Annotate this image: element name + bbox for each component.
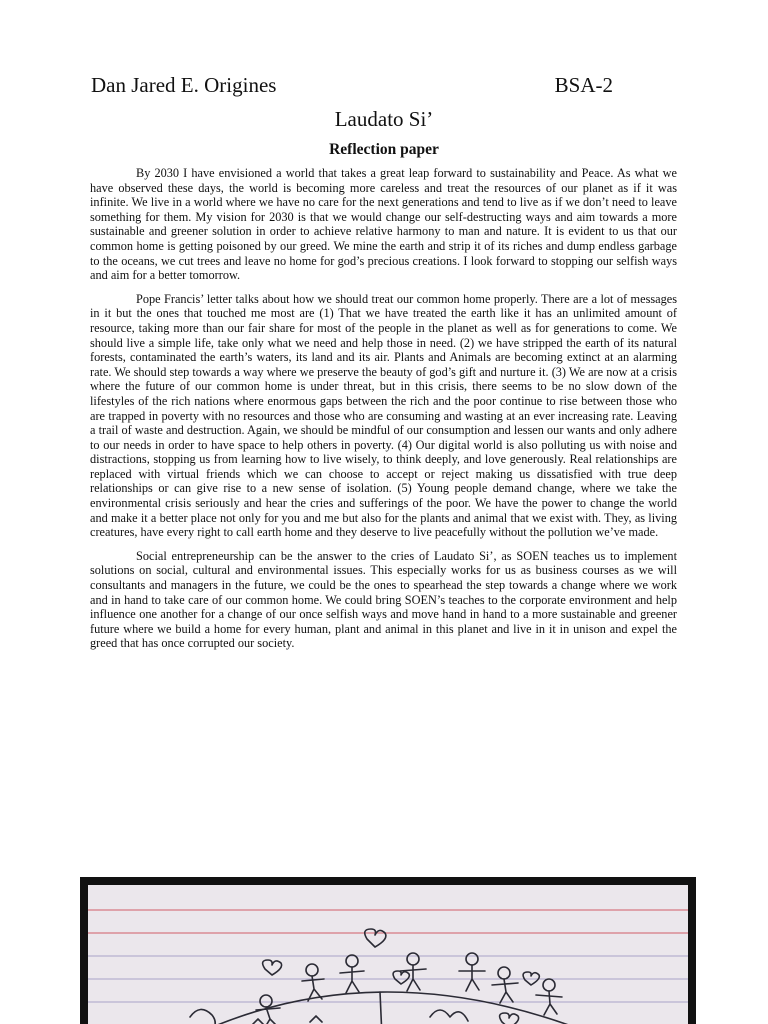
class-section: BSA-2 <box>554 73 613 97</box>
body-text <box>90 166 677 660</box>
notebook-paper <box>88 885 688 1024</box>
document-subtitle: Reflection paper <box>329 141 439 158</box>
author-name: Dan Jared E. Origines <box>91 73 277 97</box>
paragraph-3: Social entrepreneurship can be the answer to the cries of Laudato Si’, as SOEN teaches us to implement solutions on social, cultural and environmental issues. This especially works for us as business courses as we will consultants and managers in the future, we could be the ones to spearhead the step towards a change where we work and in hand to take care of our common home. We could bring SOEN’s teaches to the corporate environment and help influence one another for a change of our once selfish ways and move hand in hand to a more sustainable and greener future where we build a home for every human, plant and animal in this planet and live in it in unison and expel the greed that has once corrupted our society. <box>90 548 677 651</box>
document-title: Laudato Si’ <box>334 107 434 131</box>
paragraph-2: Pope Francis’ letter talks about how we should treat our common home properly. There are a lot of messages in it but the ones that touched me most are (1) That we have treated the earth like it has an unlimited amount of resource, taking more than our fair share for most of the people in the planet as well as for generations to come. We should live a simple life, take only what we need and help those in need. (2) we have stripped the earth of its natural forests, contaminated the earth’s waters, its land and its air. Plants and Animals are becoming extinct at an alarming rate. We should step towards a way where we preserve the beauty of god’s gift and nurture it. (3) We are now at a crisis where the future of our common home is under threat, but in this crisis, there seems to be no slow down of the lifestyles of the rich nations where enormous gaps between the rich and the poor continue to rise between those who are trapped in poverty with no resources and those who are consuming and wasting at an ever increasing rate. Leaving a trail of waste and destruction. Again, we should be mindful of our consumption and lessen our wants and only adhere to our needs in order to have space to help others in poverty. (4) Our digital world is also polluting us with noise and distractions, stopping us from learning how to live wisely, to think deeply, and love generously. Real relationships are replaced with virtual friends which we can choose to accept or reject making us dissatisfied with true deep relationships or can give rise to a new sense of isolation. (5) Young people demand change, where we take the environmental crisis seriously and hear the cries and sufferings of the poor. We have the power to change the world and make it a better place not only for you and me but also for the plants and animal that we exist with. They, as living creatures, have every right to call earth home and they deserve to live peacefully without the pollution we’ve made. <box>90 291 677 540</box>
paragraph-1: By 2030 I have envisioned a world that takes a great leap forward to sustainability and Peace. As what we have observed these days, the world is becoming more careless and treat the resources of our planet as if it was infinite. We live in a world where we have no care for the next generations and tend to live as if we don’t need to leave something for them. My vision for 2030 is that we would change our self-destructing ways and aim towards a more sustainable and greener solution in order to achieve relative harmony to man and nature. It is evident to us that our common home is getting poisoned by our greed. We mine the earth and strip it of its riches and dump endless garbage to the oceans, we cut trees and leave no home for god’s precious creations. I look forward to stopping our selfish ways and aim for a better tomorrow. <box>90 166 677 283</box>
hand-drawn-illustration <box>80 877 696 1024</box>
drawing-svg <box>80 877 696 1024</box>
header-row <box>91 73 613 97</box>
